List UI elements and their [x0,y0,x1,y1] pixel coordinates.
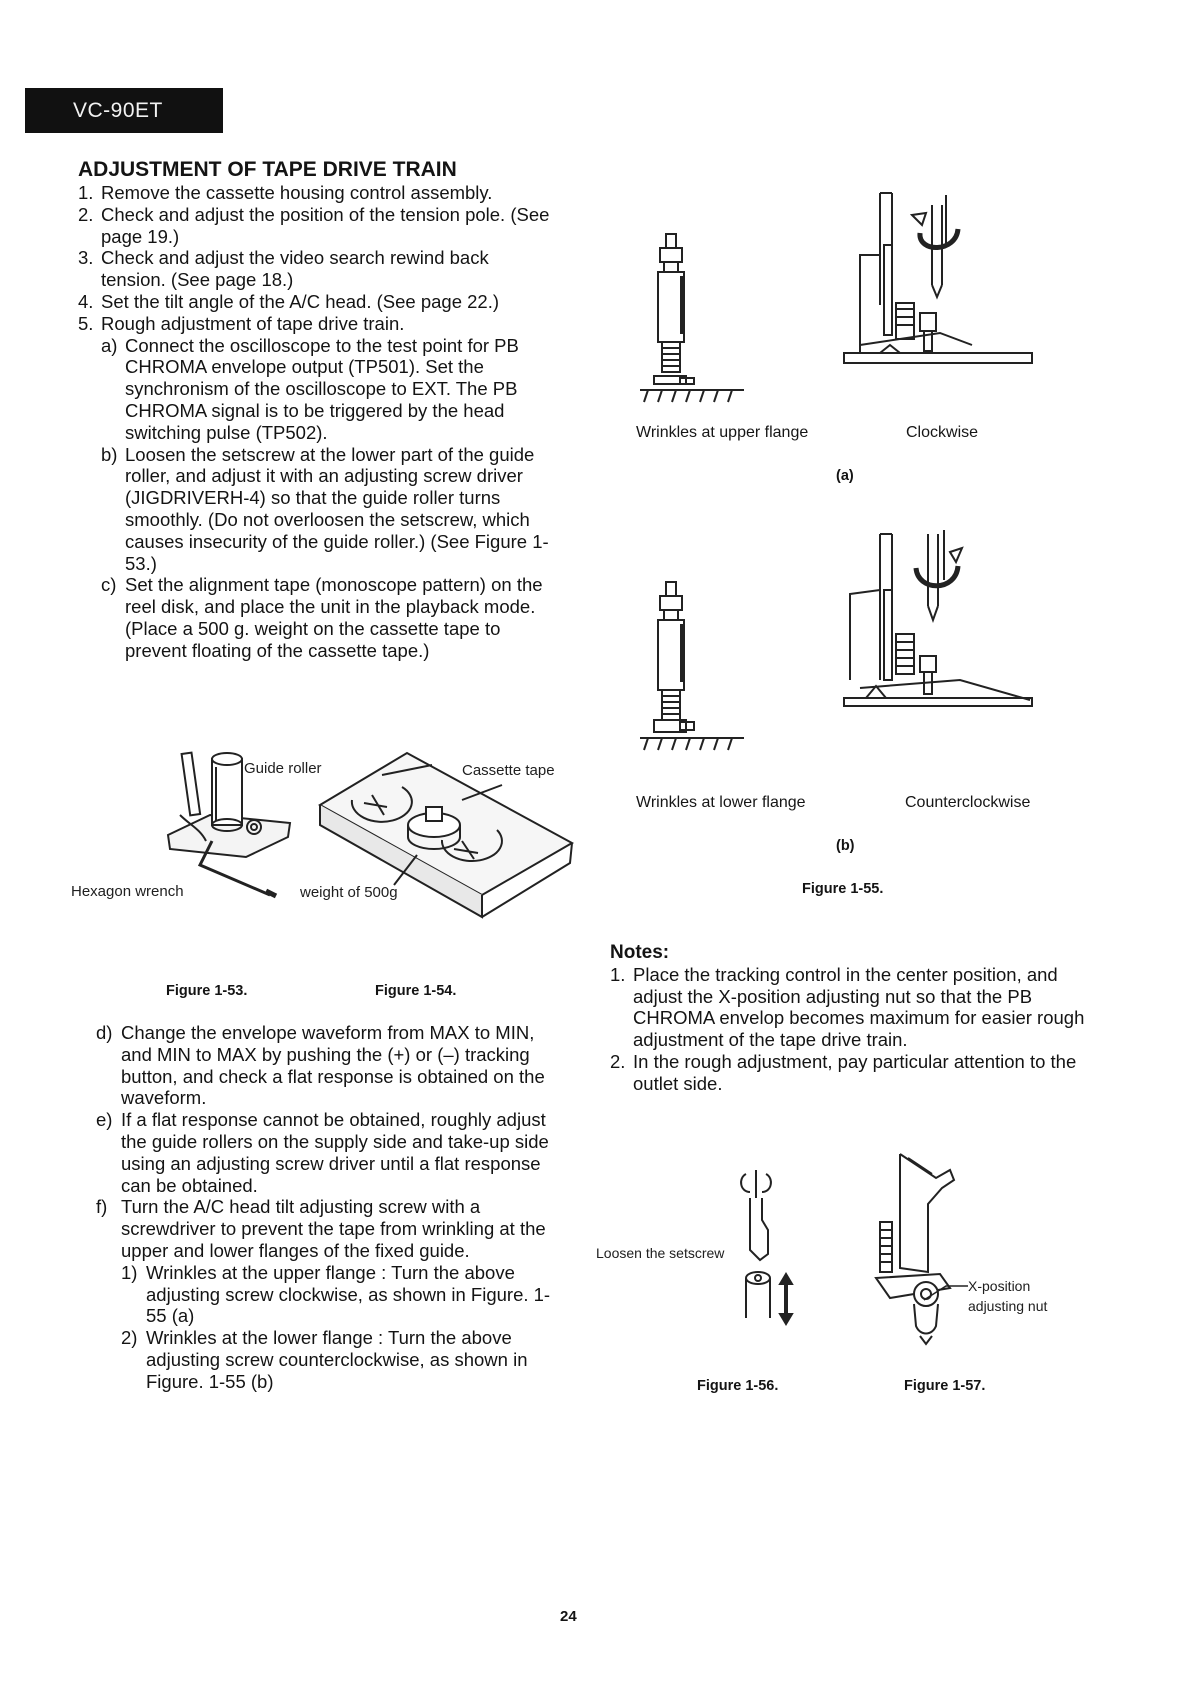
step-text: Rough adjustment of tape drive train. [101,312,405,334]
substep-text: Turn the A/C head tilt adjusting screw with a screwdriver to prevent the tape from wrinkling at the upper and lower flanges of the fixed guide. [121,1196,546,1261]
figure-1-55a-guide-drawing [640,230,760,410]
procedure-continued [96,1022,552,1393]
note-number: 2. [610,1050,626,1072]
notes-section [610,942,1085,1095]
substep-item [96,1022,552,1109]
step-item [78,204,553,248]
clockwise-label: Clockwise [906,424,979,441]
figure-1-54-caption: Figure 1-54. [375,983,457,999]
substep-letter: d) [96,1022,113,1043]
note-text: Place the tracking control in the center position, and adjust the X-position adjusting nut so that the PB CHROMA envelop becomes maximum for easier rough adjustment of the tape drive train. [633,963,1085,1051]
substep-letter: a) [101,334,118,356]
subsub-list [121,1262,552,1393]
substep-text: Change the envelope waveform from MAX to MIN, and MIN to MAX by pushing the (+) or (–) tracking button, and check a flat response is obtained on the waveform. [121,1022,545,1109]
substep-letter: b) [101,443,118,465]
setscrew-label: Loosen the setscrew [596,1245,725,1261]
figure-1-55b-guide-drawing [640,578,760,758]
figure-1-56-drawing [736,1170,806,1330]
substep-text: Set the alignment tape (monoscope pattern) on the reel disk, and place the unit in the playback mode. [125,574,543,618]
lower-flange-label: Wrinkles at lower flange [636,794,806,811]
step-text: Set the tilt angle of the A/C head. (See page 22.) [101,290,500,312]
step-number: 1. [78,182,94,203]
substep-list [101,335,553,662]
step-number: 3. [78,247,94,269]
subsub-item [121,1262,552,1327]
step-text: Remove the cassette housing control assembly. [101,182,493,203]
note-text: In the rough adjustment, pay particular attention to the outlet side. [633,1050,1077,1094]
step-item [78,313,553,335]
step-text: Check and adjust the position of the tension pole. (See page 19.) [101,203,550,247]
figure-1-55a-tag: (a) [836,468,854,484]
substep-item [96,1196,552,1392]
substep-item [101,444,553,575]
subsub-number: 2) [121,1327,138,1349]
subsub-text: Wrinkles at the upper flange : Turn the above adjusting screw clockwise, as shown in Figure. 1-55 (a) [146,1261,551,1327]
x-position-label-line2: adjusting nut [968,1298,1048,1314]
x-position-leader-line [924,1282,968,1302]
model-badge [25,88,223,133]
subsub-item [121,1327,552,1392]
section-title: ADJUSTMENT OF TAPE DRIVE TRAIN [78,158,457,181]
procedure-section [78,158,553,662]
substep-letter: e) [96,1109,113,1131]
note-item [610,1051,1085,1095]
model-name: VC-90ET [73,99,163,122]
substep-list-continued [96,1022,552,1393]
substep-item [96,1109,552,1196]
step-list [78,182,553,335]
substep-item [101,335,553,444]
upper-flange-label: Wrinkles at upper flange [636,424,809,441]
substep-text: Loosen the setscrew at the lower part of the guide roller, and adjust it with an adjusting screw driver (JIGDRIVERH-4) so that the guide roller turns smoothly. (Do not overloosen the setscrew, which causes insecurity of the guide roller.) (See Figure 1-53.) [125,443,549,574]
hexagon-wrench-label: Hexagon wrench [71,883,184,900]
counterclockwise-label: Counterclockwise [905,794,1031,811]
note-item [610,964,1085,1051]
subsub-number: 1) [121,1261,138,1283]
substep-text: If a flat response cannot be obtained, roughly adjust the guide rollers on the supply side and take-up side using an adjusting screw driver until a flat response can be obtained. [121,1109,549,1196]
note-number: 1. [610,963,626,985]
figure-1-56-caption: Figure 1-56. [697,1378,779,1394]
figure-1-55a-head-drawing [840,185,1040,375]
figure-1-55b-head-drawing [840,530,1040,720]
weight-label: weight of 500g [300,884,398,901]
step-number: 2. [78,203,94,225]
notes-title: Notes: [610,942,670,963]
substep-letter: c) [101,574,117,596]
substep-text: Connect the oscilloscope to the test point for PB CHROMA envelope output (TP501). Set the synchronism of the oscilloscope to EXT. The PB CHROMA signal is to be triggered by the head switching pulse (TP502). [125,334,519,443]
substep-note: (Place a 500 g. weight on the cassette tape to prevent floating of the cassette tape.) [125,617,501,661]
page-number: 24 [560,1608,577,1625]
figure-1-53-caption: Figure 1-53. [166,983,248,999]
figure-1-55b-tag: (b) [836,838,855,854]
step-number: 4. [78,290,94,312]
x-position-label-line1: X-position [968,1278,1031,1294]
subsub-text: Wrinkles at the lower flange : Turn the above adjusting screw counterclockwise, as shown in Figure. 1-55 (b) [146,1327,528,1392]
step-item [78,247,553,291]
step-item [78,182,553,204]
figure-1-57-caption: Figure 1-57. [904,1378,986,1394]
step-text: Check and adjust the video search rewind back tension. (See page 18.) [101,247,489,291]
guide-roller-label: Guide roller [244,760,322,777]
step-item [78,291,553,313]
notes-list [610,964,1085,1095]
substep-letter: f) [96,1196,108,1218]
figure-1-55-caption: Figure 1-55. [802,881,884,897]
x-position-nut-label [968,1276,1047,1316]
cassette-tape-label: Cassette tape [462,762,555,779]
step-number: 5. [78,312,94,334]
figure-1-57-drawing [870,1148,970,1348]
substep-item [101,574,553,661]
